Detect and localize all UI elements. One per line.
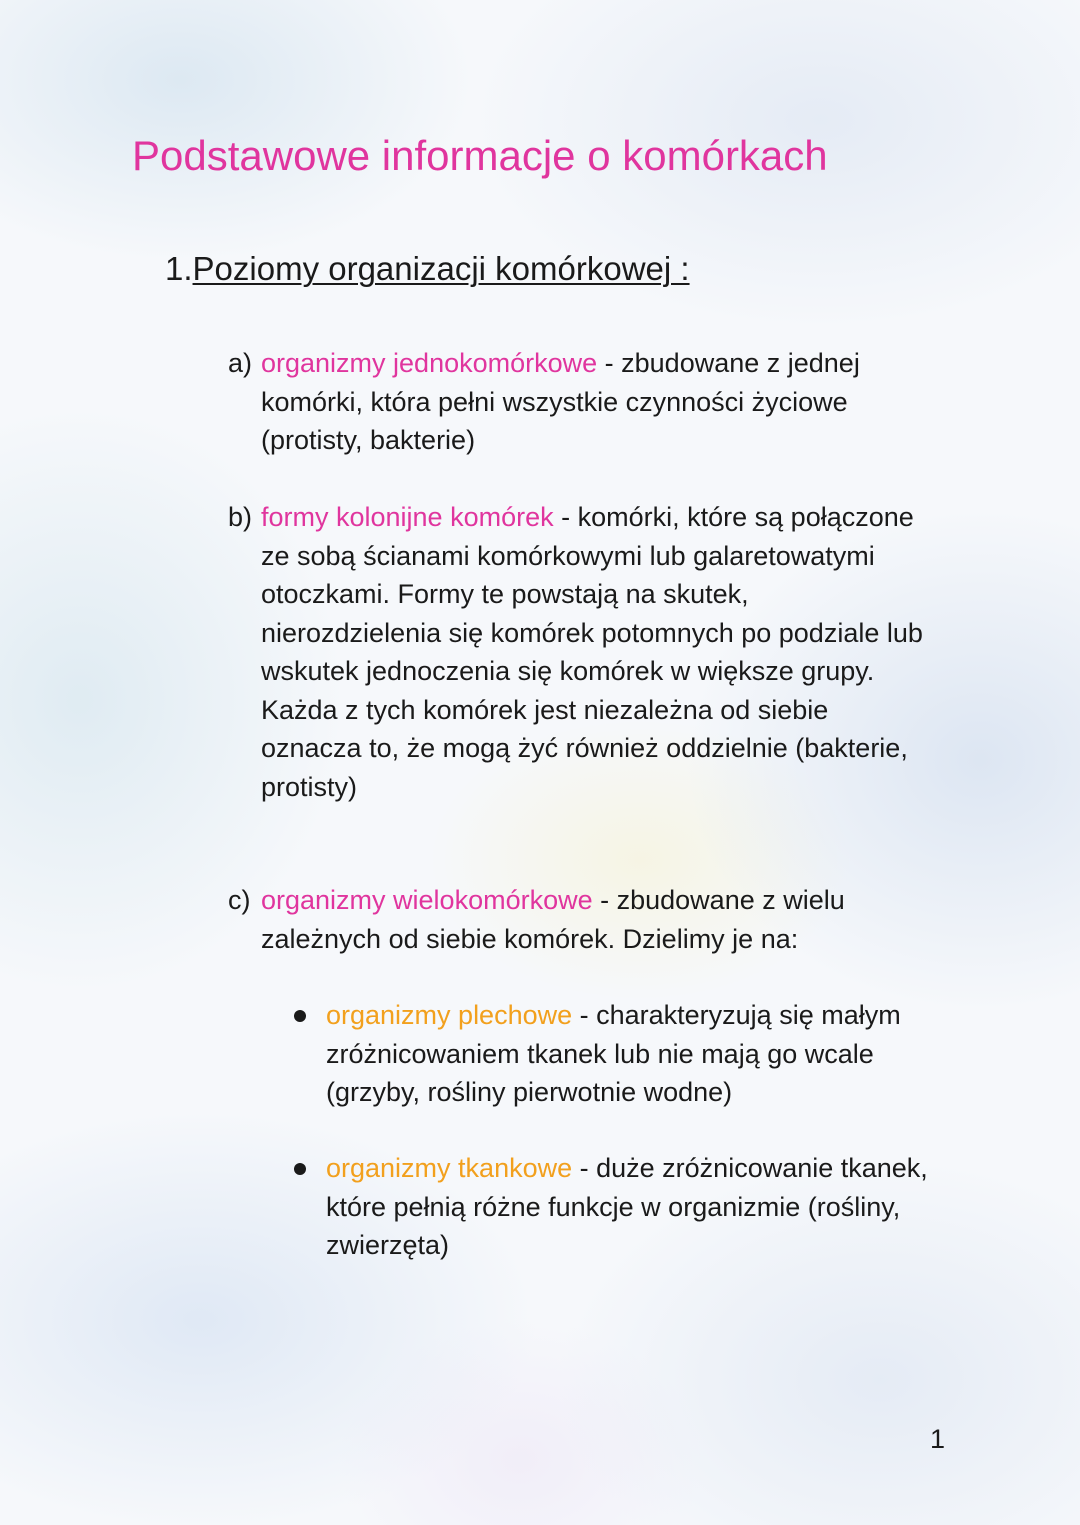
list-marker: a) — [228, 348, 253, 378]
page-title: Podstawowe informacje o komórkach — [132, 132, 828, 179]
definition-text: - komórki, które są połączone ze sobą ścianami komórkowymi lub galaretowatymi otoczkami. Formy te powstają na skutek, nierozdzielenia się komórek potomnych po podziale lub wskutek jednoczenia się komórek w większe grupy. — [261, 502, 923, 686]
bullet-item-body — [326, 1149, 954, 1265]
definition-text-continued: Każda z tych komórek jest niezależna od siebie oznacza to, że mogą żyć również oddzielnie (bakterie, protisty) — [261, 694, 908, 802]
bullet-item-body — [326, 996, 954, 1112]
list-item-c — [228, 881, 928, 958]
bullet-item — [294, 996, 954, 1112]
definition-text: - charakteryzują się małym zróżnicowaniem tkanek lub nie mają go wcale (grzyby, rośliny pierwotnie wodne) — [326, 1000, 901, 1107]
definition-text: - zbudowane z jednej komórki, która pełni wszystkie czynności życiowe (protisty, bakterie) — [261, 348, 860, 455]
list-item-b — [228, 498, 928, 806]
bullet-icon — [294, 1010, 306, 1022]
definition-text: - duże zróżnicowanie tkanek, które pełnią różne funkcje w organizmie (rośliny, zwierzęta) — [326, 1153, 928, 1260]
list-item-a — [228, 344, 928, 460]
term-highlight: organizmy wielokomórkowe — [261, 885, 593, 915]
section-number: 1. — [165, 250, 193, 287]
section-heading-text: Poziomy organizacji komórkowej : — [192, 250, 690, 287]
definition-text: - zbudowane z wielu zależnych od siebie komórek. Dzielimy je na: — [261, 885, 845, 954]
term-highlight: organizmy tkankowe — [326, 1153, 573, 1183]
term-highlight: formy kolonijne komórek — [261, 502, 554, 532]
term-highlight: organizmy jednokomórkowe — [261, 348, 598, 378]
term-highlight: organizmy plechowe — [326, 1000, 573, 1030]
list-marker: b) — [228, 502, 253, 532]
page-number: 1 — [930, 1424, 946, 1454]
section-heading — [165, 250, 690, 288]
bullet-icon — [294, 1163, 306, 1175]
list-item-body — [261, 881, 928, 958]
list-item-body — [261, 498, 928, 806]
list-item-body — [261, 344, 928, 460]
bullet-item — [294, 1149, 954, 1265]
list-marker: c) — [228, 885, 251, 915]
